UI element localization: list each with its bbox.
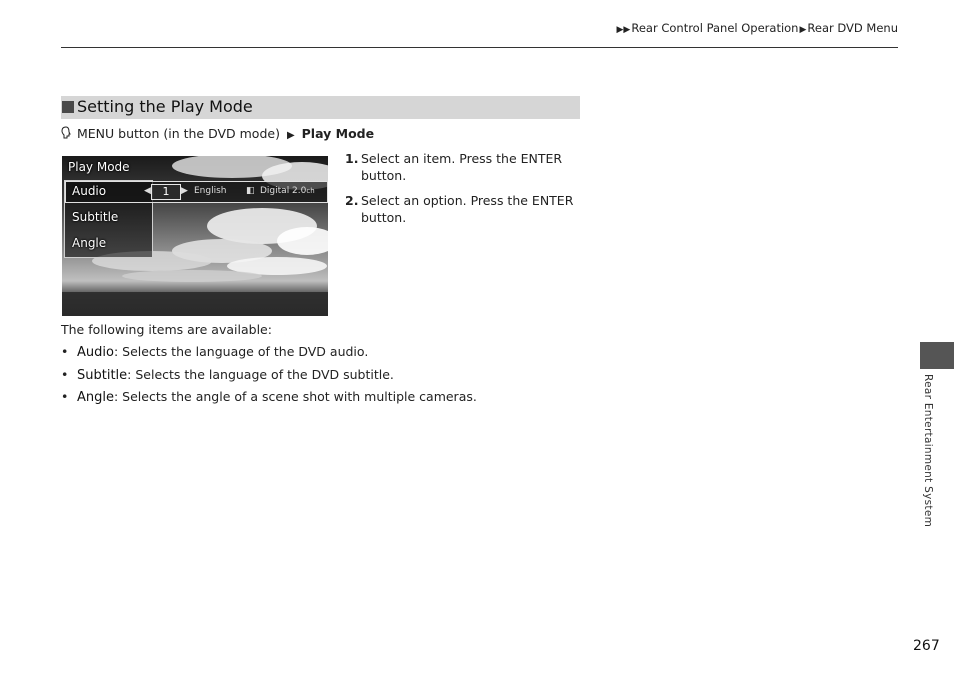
screen-arrow-right-icon: ▶	[181, 186, 188, 196]
screen-audio-format: Digital 2.0	[260, 186, 307, 196]
breadcrumb	[616, 21, 898, 35]
screen-audio-value[interactable]: 1	[151, 184, 181, 200]
bullet-term: Audio	[77, 345, 114, 360]
breadcrumb-arrow-icon: ▶▶	[616, 25, 631, 35]
nav-target: Play Mode	[301, 126, 375, 141]
screen-audio-format-suffix: ch	[306, 187, 315, 195]
step-text: Select an item. Press the ENTER button.	[361, 151, 563, 183]
bullet-term: Subtitle	[77, 367, 128, 383]
header-divider	[61, 47, 898, 48]
items-intro: The following items are available:	[61, 322, 272, 337]
screen-menu-angle[interactable]: Angle	[72, 236, 107, 250]
step-list	[345, 150, 585, 234]
list-item	[61, 367, 477, 390]
dolby-icon: ◧	[246, 186, 255, 196]
nav-prefix: MENU button (in the DVD mode)	[76, 126, 280, 141]
chapter-tab-label: Rear Entertainment System	[922, 374, 934, 528]
page-number: 267	[913, 638, 940, 654]
bullet-icon: •	[61, 389, 69, 404]
section-title: Setting the Play Mode	[77, 97, 253, 116]
section-header	[61, 96, 580, 119]
section-square-icon	[62, 101, 74, 113]
step-text: Select an option. Press the ENTER button.	[361, 193, 574, 225]
list-item	[345, 192, 585, 226]
bullet-icon: •	[61, 344, 69, 359]
step-number: 2.	[345, 193, 359, 208]
list-item	[61, 389, 477, 412]
bullet-list	[61, 344, 477, 412]
breadcrumb-item[interactable]: Rear Control Panel Operation	[631, 21, 799, 35]
bullet-term: Angle	[77, 390, 114, 405]
chapter-tab[interactable]	[920, 342, 954, 369]
screen-audio-language: English	[194, 186, 227, 196]
step-number: 1.	[345, 151, 359, 166]
list-item	[61, 344, 477, 367]
nav-arrow-icon: ▶	[286, 130, 295, 141]
bullet-text: : Selects the angle of a scene shot with multiple cameras.	[114, 389, 477, 404]
play-mode-screen-image	[62, 156, 328, 316]
breadcrumb-arrow-icon: ▶	[799, 25, 807, 35]
voice-command-icon	[61, 126, 73, 140]
screen-title: Play Mode	[68, 160, 130, 174]
breadcrumb-item[interactable]: Rear DVD Menu	[807, 21, 898, 35]
screen-menu-audio[interactable]: Audio	[72, 184, 107, 198]
screen-arrow-left-icon: ◀	[144, 186, 151, 196]
nav-instruction	[61, 126, 374, 141]
list-item	[345, 150, 585, 184]
screen-menu-subtitle[interactable]: Subtitle	[72, 210, 119, 224]
bullet-icon: •	[61, 366, 69, 382]
bullet-text: : Selects the language of the DVD subtitle.	[127, 366, 394, 382]
bullet-text: : Selects the language of the DVD audio.	[113, 344, 369, 359]
